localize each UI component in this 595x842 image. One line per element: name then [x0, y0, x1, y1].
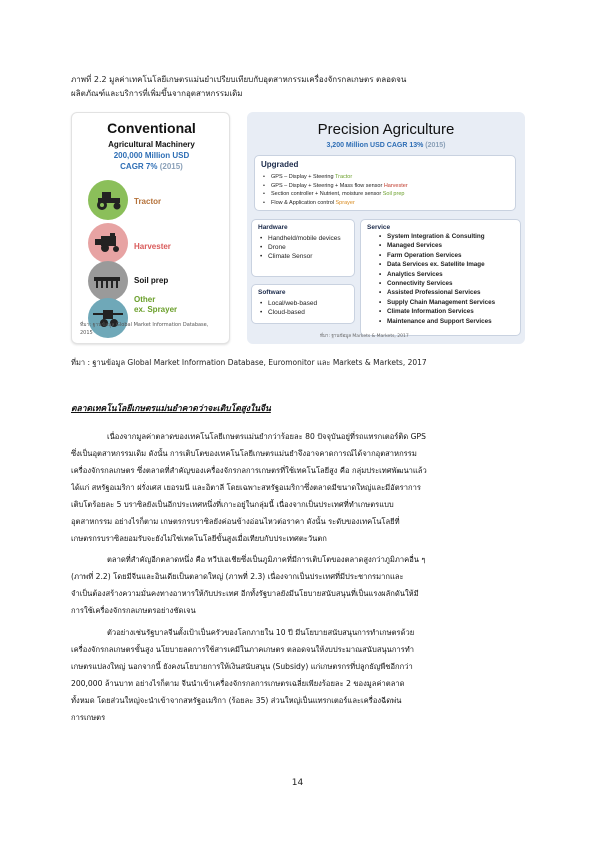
- figure-caption: [71, 73, 531, 101]
- list-item: • GPS – Display + Steering Tractor: [263, 173, 503, 182]
- hardware-box: [251, 219, 355, 277]
- list-item: • Connectivity Services: [379, 279, 519, 288]
- list-item: • Analytics Services: [379, 270, 519, 279]
- list-item: • Flow & Application control Sprayer: [263, 199, 503, 208]
- conventional-title: Conventional: [107, 120, 196, 136]
- list-item: • Climate Information Services: [379, 307, 519, 316]
- text-line: เกษตรกรบราซิลยอมรับจะยังไม่ใช่เทคโนโลยีขั้นสูงเมื่อเทียบกับประเทศตะวันตก: [71, 534, 327, 543]
- text-line: ตลาดที่สำคัญอีกตลาดหนึ่ง คือ ทวีปเอเชียซึ่งเป็นภูมิภาคที่มีการเติบโตของตลาดสูงกว่าภูมิภาคอื่น ๆ: [107, 555, 426, 564]
- precision-value: 3,200 Million USD CAGR 13% (2015): [326, 142, 446, 149]
- text-line: อุตสาหกรรม อย่างไรก็ตาม เกษตรกรบราซิลยังค่อนข้างอ่อนไหวต่อราคา ดังนั้น ระดับของเทคโนโลยีที่: [71, 517, 400, 526]
- text-line: เครื่องจักรกลเกษตรขั้นสูง นโยบายลดการใช้สารเคมีในภาคเกษตร ตลอดจนให้งบประมาณสนับสนุนการทำ: [71, 645, 415, 654]
- precision-agriculture-panel: [247, 112, 525, 344]
- text-line: เกษตรแปลงใหญ่ นอกจากนี้ ยังคงนโยบายการให้เงินสนับสนุน (Subsidy) แก่เกษตรกรที่ปลูกธัญพืชอีกกว่า: [71, 662, 413, 671]
- precision-title: Precision Agriculture: [317, 121, 455, 138]
- soil-prep-icon: [88, 261, 128, 301]
- text-line: เครื่องจักรกลเกษตร ซึ่งตลาดที่สำคัญของเครื่องจักรกลการเกษตรที่ใช้เทคโนโลยีสูง คือ กลุ่มประเทศพัฒนาแล้ว: [71, 466, 427, 475]
- caption-line-1: ภาพที่ 2.2 มูลค่าเทคโนโลยีเกษตรแม่นยำเปรียบเทียบกับอุตสาหกรรมเครื่องจักรกลเกษตร ตลอดจน: [71, 75, 407, 84]
- sprayer-label: Other ex. Sprayer: [134, 295, 178, 314]
- conventional-panel: [71, 112, 230, 344]
- list-item: • GPS – Display + Steering + Mass flow sensor Harvester: [263, 182, 503, 191]
- service-box: [360, 219, 521, 336]
- harvester-icon: [88, 223, 128, 263]
- text-line: การเกษตร: [71, 713, 106, 722]
- text-line: เนื่องจากมูลค่าตลาดของเทคโนโลยีเกษตรแม่นยำกว่าร้อยละ 80 ปัจจุบันอยู่ที่รถแทรกเตอร์ติด GPS: [107, 432, 426, 441]
- hardware-list: [260, 234, 358, 261]
- text-line: จำเป็นต้องสร้างความมั่นคงทางอาหารให้กับประเทศ อีกทั้งรัฐบาลยังมีนโยบายสนับสนุนที่เป็นแรงผลักดันให้มี: [71, 589, 419, 598]
- conventional-cagr: CAGR 7% (2015): [120, 162, 183, 171]
- list-item: • Cloud-based: [260, 308, 358, 317]
- paragraph-1: [71, 428, 525, 547]
- tractor-icon: [88, 180, 128, 220]
- software-list: [260, 299, 358, 317]
- software-heading: Software: [258, 289, 286, 296]
- hardware-heading: Hardware: [258, 224, 288, 231]
- service-list: [379, 232, 519, 326]
- harvester-label: Harvester: [134, 242, 171, 251]
- text-line: เติบโตร้อยละ 5 บราซิลยังเป็นอีกประเทศหนึ่งที่เกาะอยู่ในกลุ่มนี้ เนื่องจากเป็นประเทศที่ทำเกษตรแบบ: [71, 500, 394, 509]
- upgraded-heading: Upgraded: [261, 160, 299, 169]
- list-item: • Supply Chain Management Services: [379, 298, 519, 307]
- figure-source: ที่มา : ฐานข้อมูล Global Market Information Database, Euromonitor และ Markets & Markets, 2017: [71, 358, 427, 367]
- list-item: • Handheld/mobile devices: [260, 234, 358, 243]
- text-line: 200,000 ล้านบาท อย่างไรก็ตาม จีนนำเข้าเครื่องจักรกลการเกษตรเฉลี่ยเพียงร้อยละ 2 ของมูลค่าตลาด: [71, 679, 405, 688]
- list-item: • Farm Operation Services: [379, 251, 519, 260]
- list-item: • Data Services ex. Satellite Image: [379, 260, 519, 269]
- conventional-subtitle: Agricultural Machinery: [108, 140, 195, 149]
- section-heading: ตลาดเทคโนโลยีเกษตรแม่นยำคาดว่าจะเติบโตสูงในจีน: [71, 404, 271, 414]
- list-item: • Drone: [260, 243, 358, 252]
- page-number: 14: [291, 778, 304, 788]
- conventional-source: ที่มา: ฐานข้อมูล Global Market Information Database, 2015: [80, 322, 209, 336]
- paragraph-2: [71, 551, 525, 619]
- text-line: ทั้งหมด โดยส่วนใหญ่จะนำเข้าจากสหรัฐอเมริกา (ร้อยละ 35) ส่วนใหญ่เป็นแทรกเตอร์และเครื่องฉีดพ่น: [71, 696, 402, 705]
- software-box: [251, 284, 355, 324]
- paragraph-3: [71, 624, 525, 726]
- tractor-label: Tractor: [134, 197, 162, 206]
- text-line: ซึ่งเป็นอุตสาหกรรมเดิม ดังนั้น การเติบโตของเทคโนโลยีเกษตรแม่นยำจึงอาจคาดการณ์ได้จากอุตสาหกรรม: [71, 449, 417, 458]
- list-item: • Managed Services: [379, 241, 519, 250]
- caption-line-2: ผลิตภัณฑ์และบริการที่เพิ่มขึ้นจากอุตสาหกรรมเดิม: [71, 89, 243, 98]
- text-line: การใช้เครื่องจักรกลเกษตรอย่างชัดเจน: [71, 606, 196, 615]
- list-item: • Local/web-based: [260, 299, 358, 308]
- upgraded-box: [254, 155, 516, 211]
- text-line: ตัวอย่างเช่นรัฐบาลจีนตั้งเป้าเป็นครัวของโลกภายใน 10 ปี มีนโยบายสนับสนุนการทำเกษตรด้วย: [107, 628, 415, 637]
- text-line: (ภาพที่ 2.2) โดยมีจีนและอินเดียเป็นตลาดใหญ่ (ภาพที่ 2.3) เนื่องจากเป็นประเทศที่มีประชากรมากและ: [71, 572, 404, 581]
- conventional-value: 200,000 Million USD: [113, 151, 190, 160]
- text-line: ได้แก่ สหรัฐอเมริกา ฝรั่งเศส เยอรมนี และอิตาลี โดยเฉพาะสหรัฐอเมริกาซึ่งตลาดมีขนาดใหญ่และมีอัตราการ: [71, 483, 421, 492]
- list-item: • Maintenance and Support Services: [379, 317, 519, 326]
- upgraded-list: [263, 173, 503, 207]
- figure-2-2: [71, 112, 525, 344]
- list-item: • Climate Sensor: [260, 252, 358, 261]
- list-item: • Assisted Professional Services: [379, 288, 519, 297]
- soil-prep-label: Soil prep: [134, 276, 169, 285]
- list-item: • Section controller + Nutrient, moisture sensor Soil prep: [263, 190, 503, 199]
- list-item: • System Integration & Consulting: [379, 232, 519, 241]
- service-heading: Service: [367, 224, 391, 231]
- precision-source: ที่มา: ฐานข้อมูล Markets & Markets, 2017: [320, 334, 409, 339]
